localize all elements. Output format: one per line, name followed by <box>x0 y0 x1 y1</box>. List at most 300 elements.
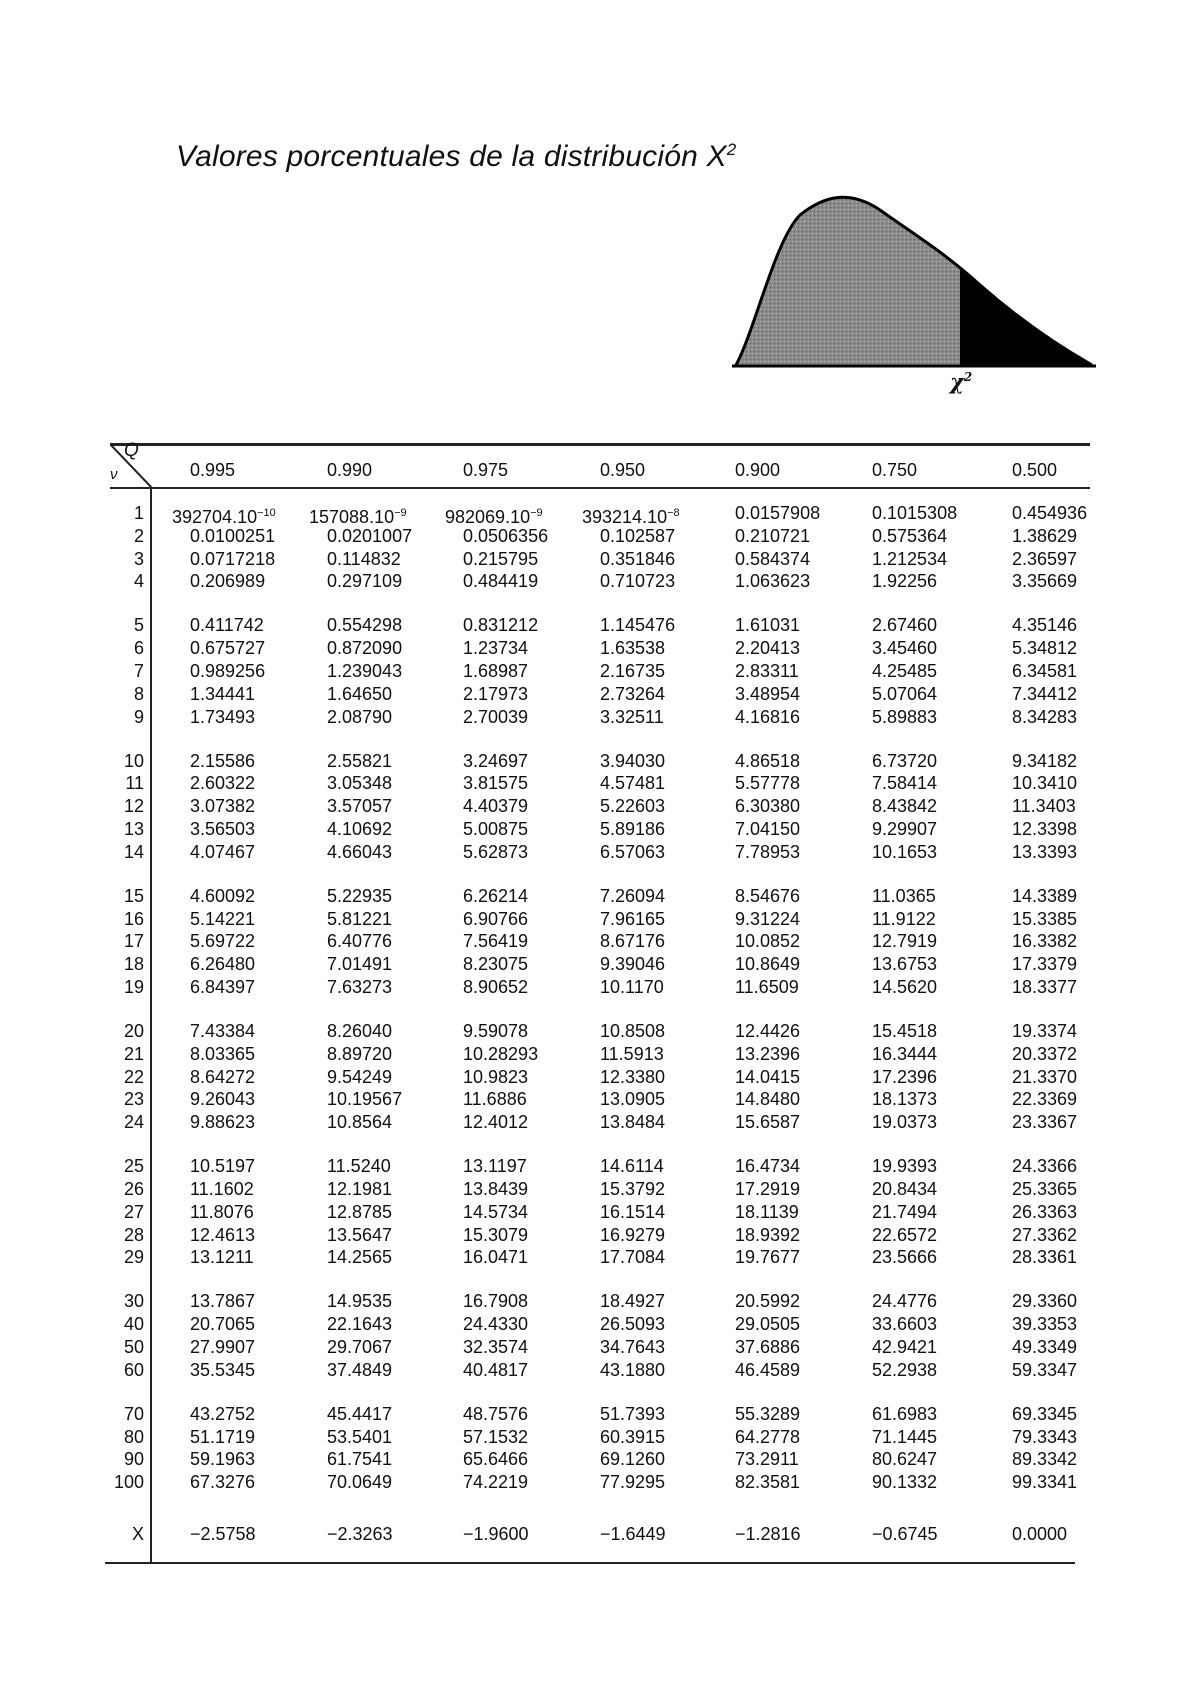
cell-value: 29.0505 <box>735 1314 801 1335</box>
table-cell <box>872 548 947 570</box>
cell-value: 61.6983 <box>872 1403 938 1424</box>
table-cell <box>463 1313 528 1335</box>
cell-value: 14.8480 <box>735 1089 801 1110</box>
table-cell <box>872 637 937 659</box>
table-cell <box>327 1426 392 1448</box>
table-cell <box>327 570 402 592</box>
cell-value: 4.57481 <box>600 773 666 794</box>
table-cell <box>1012 525 1077 547</box>
column-header-q: 0.975 <box>463 460 509 480</box>
table-cell <box>327 1336 392 1358</box>
cell-value: 26.5093 <box>600 1314 666 1335</box>
table-cell <box>1012 818 1077 840</box>
table-cell <box>735 1088 800 1110</box>
cell-value: 60.3915 <box>600 1426 666 1447</box>
table-cell <box>190 1336 255 1358</box>
cell-value: 52.2938 <box>872 1359 938 1380</box>
cell-value: 7.01491 <box>327 954 393 975</box>
cell-value: 69.3345 <box>1012 1403 1078 1424</box>
table-cell <box>735 750 800 772</box>
cell-value: 24.3366 <box>1012 1156 1078 1177</box>
cell-value: 9.34182 <box>1012 750 1078 771</box>
table-cell <box>872 1111 937 1133</box>
table-cell <box>872 1088 937 1110</box>
table-cell <box>600 1313 665 1335</box>
table-cell <box>600 683 665 705</box>
table-cell <box>600 1043 664 1065</box>
table-cell <box>327 1088 402 1110</box>
table-cell <box>872 1523 938 1545</box>
table-cell <box>600 660 665 682</box>
cell-value: −1.2816 <box>735 1524 801 1545</box>
table-cell <box>1012 976 1077 998</box>
cell-value: 1.212534 <box>872 548 948 569</box>
cell-value: 8.26040 <box>327 1021 393 1041</box>
row-nu-label: 6 <box>133 638 144 659</box>
cell-value: 157088.10 <box>309 507 395 527</box>
row-nu-label: 22 <box>123 1066 144 1087</box>
table-cell <box>190 1246 254 1268</box>
cell-value: 1.063623 <box>735 571 811 592</box>
table-cell <box>327 1403 392 1425</box>
cell-value: 9.31224 <box>735 908 801 929</box>
table-cell <box>600 1448 665 1470</box>
table-cell <box>872 1359 937 1381</box>
cell-value: 7.63273 <box>327 977 393 997</box>
table-cell <box>190 1020 255 1042</box>
cell-exponent: −9 <box>394 507 407 519</box>
row-nu-label: 60 <box>123 1359 144 1380</box>
table-cell <box>600 637 665 659</box>
table-cell <box>872 1471 937 1493</box>
table-cell <box>872 930 937 952</box>
cell-value: 3.45460 <box>872 638 938 659</box>
table-cell <box>327 1178 392 1200</box>
cell-value: 43.2752 <box>190 1403 256 1424</box>
cell-value: 0.0201007 <box>327 525 413 546</box>
table-cell <box>327 1020 392 1042</box>
cell-value: 14.2565 <box>327 1247 393 1268</box>
table-cell <box>735 1155 800 1177</box>
cell-value: 18.1373 <box>872 1089 938 1110</box>
table-cell <box>463 570 538 592</box>
table-cell <box>1012 1246 1077 1268</box>
table-cell <box>327 772 392 794</box>
table-cell <box>1012 1201 1077 1223</box>
cell-value: 55.3289 <box>735 1403 801 1424</box>
table-cell <box>872 976 937 998</box>
table-bottom-rule <box>105 1562 1075 1564</box>
cell-value: 17.7084 <box>600 1247 666 1268</box>
cell-value: 15.3385 <box>1012 908 1078 929</box>
cell-value: 0.351846 <box>600 548 676 569</box>
cell-value: −2.3263 <box>327 1524 393 1545</box>
table-cell <box>190 795 255 817</box>
cell-value: 0.675727 <box>190 638 266 659</box>
table-cell <box>463 1178 528 1200</box>
table-cell <box>327 908 392 930</box>
table-cell <box>1012 1178 1077 1200</box>
cell-value: 7.26094 <box>600 885 666 906</box>
cell-value: 19.7677 <box>735 1247 801 1268</box>
table-cell <box>872 1290 937 1312</box>
table-cell <box>1012 750 1077 772</box>
cell-value: 48.7576 <box>463 1403 529 1424</box>
row-nu-label: 4 <box>133 571 144 592</box>
cell-value: 8.54676 <box>735 885 801 906</box>
table-cell <box>1012 1403 1077 1425</box>
cell-value: 16.1514 <box>600 1201 666 1222</box>
cell-value: 18.1139 <box>735 1201 799 1222</box>
cell-value: 5.07064 <box>872 683 938 704</box>
table-cell <box>463 614 538 636</box>
table-cell <box>735 1111 800 1133</box>
cell-value: 71.1445 <box>872 1426 938 1447</box>
table-cell <box>190 1448 255 1470</box>
table-cell <box>872 1020 937 1042</box>
cell-value: 3.32511 <box>600 706 664 727</box>
table-cell <box>1012 1043 1077 1065</box>
table-cell <box>872 908 936 930</box>
row-nu-label: 24 <box>123 1112 144 1133</box>
table-cell <box>735 1043 800 1065</box>
cell-value: 11.5240 <box>327 1156 391 1177</box>
cell-value: 25.3365 <box>1012 1179 1078 1199</box>
table-cell <box>463 706 528 728</box>
table-cell <box>327 1043 392 1065</box>
table-cell <box>190 1066 255 1088</box>
table-cell <box>735 1426 800 1448</box>
cell-value: 13.5647 <box>327 1224 393 1245</box>
table-cell <box>600 841 665 863</box>
cell-value: 6.57063 <box>600 841 666 862</box>
table-cell <box>735 795 800 817</box>
chi-square-axis-label: $\chi^2$ <box>950 369 973 394</box>
table-top-rule <box>110 443 1090 446</box>
cell-value: 10.8564 <box>327 1112 393 1133</box>
table-cell <box>600 1020 665 1042</box>
table-cell <box>463 1155 527 1177</box>
table-cell <box>872 683 937 705</box>
row-nu-label: 80 <box>123 1426 144 1447</box>
cell-value: 49.3349 <box>1012 1337 1078 1357</box>
table-cell <box>190 772 255 794</box>
table-cell <box>463 1224 528 1246</box>
cell-value: 2.55821 <box>327 750 393 771</box>
table-cell <box>1012 1088 1077 1110</box>
cell-value: 4.86518 <box>735 750 801 771</box>
table-cell <box>327 976 392 998</box>
cell-value: 2.17973 <box>463 683 529 704</box>
cell-value: 14.3389 <box>1012 885 1078 906</box>
cell-value: 5.22603 <box>600 796 666 817</box>
cell-value: 4.10692 <box>327 819 393 839</box>
row-nu-label: 7 <box>133 661 144 681</box>
table-cell <box>190 1088 255 1110</box>
table-cell <box>463 1066 528 1088</box>
cell-value: 46.4589 <box>735 1359 801 1380</box>
row-nu-label: X <box>131 1524 144 1545</box>
table-cell <box>327 1290 392 1312</box>
cell-value: 29.3360 <box>1012 1291 1078 1312</box>
cell-value: 6.90766 <box>463 908 529 929</box>
row-nu-label: 19 <box>123 977 144 997</box>
table-header-rule <box>110 487 1090 489</box>
cell-value: 19.0373 <box>872 1112 938 1133</box>
table-cell <box>327 1448 392 1470</box>
table-cell <box>872 772 937 794</box>
table-cell <box>735 570 810 592</box>
table-cell <box>872 1155 937 1177</box>
cell-value: 20.3372 <box>1012 1043 1078 1064</box>
cell-value: 1.92256 <box>872 571 938 592</box>
table-cell <box>327 841 392 863</box>
cell-value: 11.3403 <box>1012 796 1076 817</box>
cell-value: 393214.10 <box>582 507 668 527</box>
table-cell <box>735 502 820 524</box>
table-cell <box>463 953 528 975</box>
cell-value: 0.114832 <box>327 548 401 569</box>
table-cell <box>463 976 528 998</box>
table-cell <box>872 1426 937 1448</box>
cell-value: 8.90652 <box>463 977 529 997</box>
table-cell <box>1012 1020 1077 1042</box>
cell-value: 14.0415 <box>735 1066 801 1087</box>
cell-value: 12.7919 <box>872 931 938 952</box>
cell-value: 59.3347 <box>1012 1359 1078 1380</box>
table-cell <box>735 1359 800 1381</box>
cell-value: 0.0000 <box>1012 1524 1068 1545</box>
cell-value: 0.411742 <box>190 615 264 636</box>
table-cell <box>327 795 392 817</box>
row-nu-label: 23 <box>123 1089 144 1110</box>
table-cell <box>600 1155 664 1177</box>
table-cell <box>190 614 264 636</box>
table-cell <box>327 1201 392 1223</box>
table-cell <box>190 1426 255 1448</box>
cell-value: 5.34812 <box>1012 638 1078 659</box>
table-cell <box>327 1066 392 1088</box>
row-nu-label: 2 <box>133 525 144 546</box>
table-cell <box>1012 908 1077 930</box>
cell-value: 22.6572 <box>872 1224 938 1245</box>
row-nu-label: 14 <box>123 841 144 862</box>
cell-value: 43.1880 <box>600 1359 666 1380</box>
cell-value: 6.30380 <box>735 796 801 817</box>
table-cell <box>600 908 665 930</box>
table-cell <box>735 953 800 975</box>
cell-value: 10.28293 <box>463 1043 539 1064</box>
table-cell <box>190 1201 254 1223</box>
cell-value: 2.70039 <box>463 706 529 727</box>
row-nu-label: 13 <box>123 819 144 839</box>
cell-value: 70.0649 <box>327 1472 393 1493</box>
cell-value: 73.2911 <box>735 1449 799 1470</box>
table-cell <box>1012 1155 1077 1177</box>
table-cell <box>327 750 392 772</box>
cell-value: 6.73720 <box>872 750 938 771</box>
cell-value: 2.73264 <box>600 683 666 704</box>
cell-value: 5.62873 <box>463 841 529 862</box>
table-cell <box>735 1471 800 1493</box>
table-cell <box>463 683 528 705</box>
table-cell <box>600 525 675 547</box>
table-cell <box>463 1403 528 1425</box>
cell-value: 53.5401 <box>327 1426 393 1447</box>
row-nu-label: 5 <box>133 615 144 636</box>
table-cell <box>600 548 675 570</box>
cell-value: 59.1963 <box>190 1449 256 1470</box>
row-nu-label: 28 <box>123 1224 144 1245</box>
cell-value: 10.19567 <box>327 1089 403 1110</box>
column-header-q: 0.500 <box>1012 460 1058 480</box>
table-cell <box>463 930 528 952</box>
table-cell <box>190 930 255 952</box>
table-cell <box>463 1290 528 1312</box>
cell-value: 22.1643 <box>327 1314 393 1335</box>
cell-value: 6.26480 <box>190 954 256 975</box>
cell-value: 18.4927 <box>600 1291 666 1312</box>
table-cell <box>735 1290 800 1312</box>
chi-square-curve-figure <box>730 195 1100 370</box>
cell-value: 45.4417 <box>327 1403 393 1424</box>
row-nu-label: 16 <box>123 908 144 929</box>
cell-value: 27.9907 <box>190 1337 256 1357</box>
cell-value: 3.81575 <box>463 773 529 794</box>
cell-value: 23.3367 <box>1012 1112 1078 1133</box>
cell-value: 9.59078 <box>463 1021 529 1041</box>
table-cell <box>190 818 255 840</box>
table-cell <box>1012 1290 1077 1312</box>
cell-value: 10.9823 <box>463 1066 529 1087</box>
table-cell <box>190 841 255 863</box>
corner-nu-label: ν <box>110 466 118 483</box>
table-cell <box>1012 1313 1077 1335</box>
table-cell <box>190 750 255 772</box>
table-cell <box>1012 1066 1077 1088</box>
table-cell <box>1012 1523 1067 1545</box>
cell-value: 61.7541 <box>327 1449 393 1470</box>
cell-value: 74.2219 <box>463 1472 529 1493</box>
cell-value: 16.3382 <box>1012 931 1078 952</box>
table-cell <box>1012 1111 1077 1133</box>
cell-value: 2.36597 <box>1012 548 1078 569</box>
cell-value: −0.6745 <box>872 1524 938 1545</box>
table-cell <box>1012 502 1087 524</box>
cell-value: 1.145476 <box>600 615 676 636</box>
table-cell <box>600 1178 665 1200</box>
cell-value: 9.54249 <box>327 1066 393 1087</box>
cell-value: 4.40379 <box>463 796 529 817</box>
row-nu-label: 27 <box>123 1201 144 1222</box>
table-cell <box>872 885 936 907</box>
cell-value: 79.3343 <box>1012 1426 1078 1447</box>
cell-value: 11.9122 <box>872 908 936 929</box>
cell-exponent: −10 <box>257 507 276 519</box>
cell-value: 0.575364 <box>872 525 948 546</box>
table-cell <box>735 1448 799 1470</box>
cell-value: 6.26214 <box>463 885 529 906</box>
cell-value: 17.2919 <box>735 1179 801 1199</box>
cell-value: 0.872090 <box>327 638 403 659</box>
row-nu-label: 12 <box>123 796 144 817</box>
row-nu-label: 50 <box>123 1337 144 1357</box>
cell-value: 2.20413 <box>735 638 801 659</box>
table-cell <box>1012 885 1077 907</box>
table-cell <box>735 548 810 570</box>
table-cell <box>463 1020 528 1042</box>
table-cell <box>735 772 800 794</box>
table-cell <box>327 614 402 636</box>
row-nu-label: 20 <box>123 1021 144 1041</box>
cell-value: 7.43384 <box>190 1021 256 1041</box>
table-cell <box>190 1359 255 1381</box>
table-cell <box>1012 548 1077 570</box>
table-cell <box>872 1043 937 1065</box>
cell-value: 51.7393 <box>600 1403 666 1424</box>
table-cell <box>735 637 800 659</box>
cell-value: 4.16816 <box>735 706 801 727</box>
cell-value: 5.00875 <box>463 819 529 839</box>
table-cell <box>1012 772 1077 794</box>
table-cell <box>190 1155 255 1177</box>
table-cell <box>600 1359 665 1381</box>
table-cell <box>735 818 800 840</box>
table-cell <box>463 1201 528 1223</box>
table-cell <box>327 1111 392 1133</box>
table-cell <box>872 614 937 636</box>
table-cell <box>735 706 800 728</box>
table-cell <box>190 908 255 930</box>
table-cell <box>872 795 937 817</box>
table-cell <box>1012 683 1077 705</box>
cell-value: 11.0365 <box>872 885 936 906</box>
cell-value: 27.3362 <box>1012 1224 1078 1245</box>
table-cell <box>600 976 664 998</box>
table-cell <box>735 683 800 705</box>
cell-value: 9.29907 <box>872 819 938 839</box>
cell-value: 20.8434 <box>872 1179 938 1199</box>
cell-value: 33.6603 <box>872 1314 938 1335</box>
cell-value: 10.8649 <box>735 954 801 975</box>
table-cell <box>1012 795 1076 817</box>
table-cell <box>190 1313 255 1335</box>
corner-q-label: Q <box>124 440 139 461</box>
table-cell <box>327 706 392 728</box>
table-cell <box>190 976 255 998</box>
table-cell <box>190 706 255 728</box>
table-cell <box>190 1178 254 1200</box>
table-cell <box>190 1111 255 1133</box>
table-cell <box>872 750 937 772</box>
cell-value: 3.05348 <box>327 773 393 794</box>
cell-value: 5.69722 <box>190 931 256 952</box>
table-cell <box>327 1523 393 1545</box>
cell-value: 392704.10 <box>172 507 258 527</box>
cell-exponent: −9 <box>530 507 543 519</box>
table-cell <box>872 1403 937 1425</box>
table-cell <box>600 706 664 728</box>
cell-value: 8.64272 <box>190 1066 256 1087</box>
table-cell <box>735 1313 800 1335</box>
table-cell <box>463 818 528 840</box>
cell-value: 10.8508 <box>600 1021 666 1041</box>
cell-value: 0.0717218 <box>190 548 276 569</box>
table-cell <box>872 525 947 547</box>
cell-value: 16.7908 <box>463 1291 529 1312</box>
table-cell <box>463 548 538 570</box>
table-cell <box>327 818 392 840</box>
